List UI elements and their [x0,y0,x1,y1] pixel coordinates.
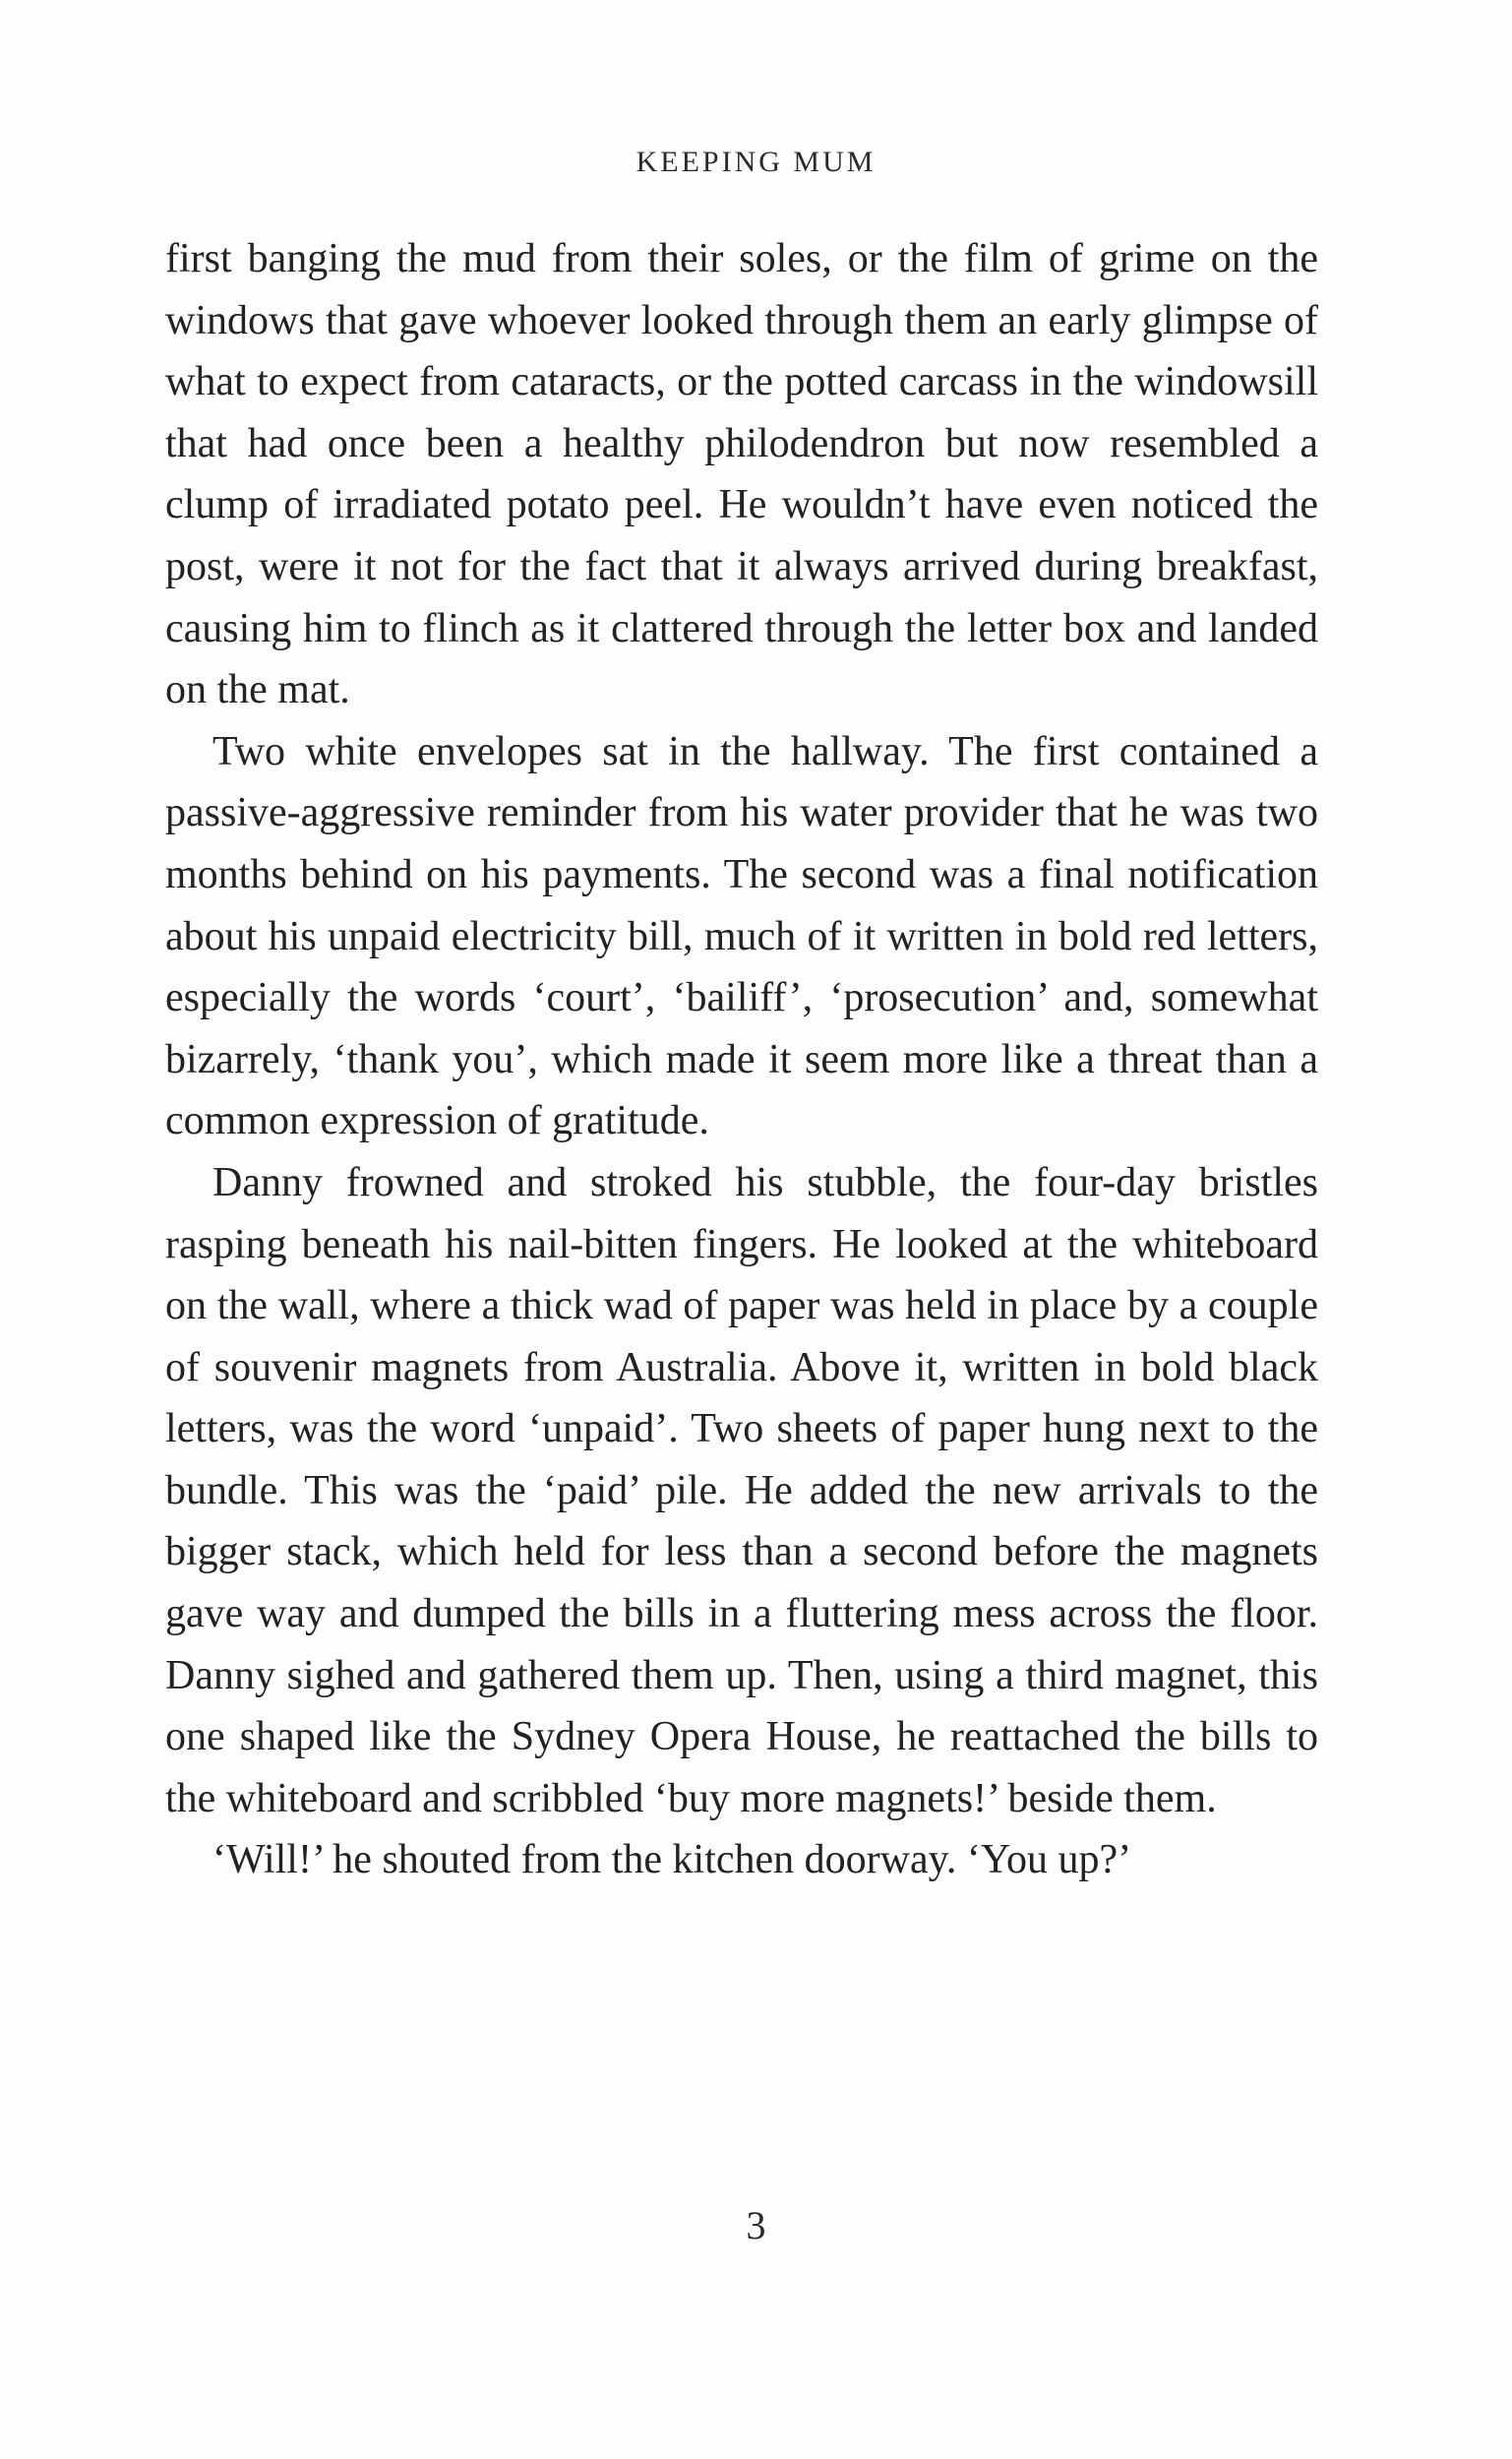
paragraph-continued: first banging the mud from their soles, or the film of grime on the windows that gave whoever looked through them an early glimpse of what to expect from cataracts, or the potted carcass in the windowsill that had once been a healthy philodendron but now resembled a clump of irradiated potato peel. He wouldn’t have even noticed the post, were it not for the fact that it always arrived during breakfast, causing him to flinch as it clattered through the letter box and landed on the mat. [165,236,1318,713]
page-number: 3 [746,2203,766,2247]
paragraph-envelopes: Two white envelopes sat in the hallway. The first contained a passive-aggressive reminder from his water provider that he was two months behind on his payments. The second was a final notification about his unpaid electricity bill, much of it written in bold red letters, especially the words ‘court’, ‘bailiff’, ‘prosecution’ and, somewhat bizarrely, ‘thank you’, which made it seem more like a threat than a common expression of gratitude. [165,728,1318,1144]
paragraph-dialogue: ‘Will!’ he shouted from the kitchen doorway. ‘You up?’ [212,1837,1132,1883]
running-head: KEEPING MUM [635,146,877,178]
paragraph-whiteboard: Danny frowned and stroked his stubble, the four-day bristles rasping beneath his nail-bitten fingers. He looked at the whiteboard on the wall, where a thick wad of paper was held in place by a couple of souvenir magnets from Australia. Above it, written in bold black letters, was the word ‘unpaid’. Two sheets of paper hung next to the bundle. This was the ‘paid’ pile. He added the new arrivals to the bigger stack, which held for less than a second before the magnets gave way and dumped the bills in a fluttering mess across the floor. Danny sighed and gathered them up. Then, using a third magnet, this one shaped like the Sydney Opera House, he reattached the bills to the whiteboard and scribbled ‘buy more magnets!’ beside them. [165,1159,1318,1821]
body-text [165,228,1318,1891]
